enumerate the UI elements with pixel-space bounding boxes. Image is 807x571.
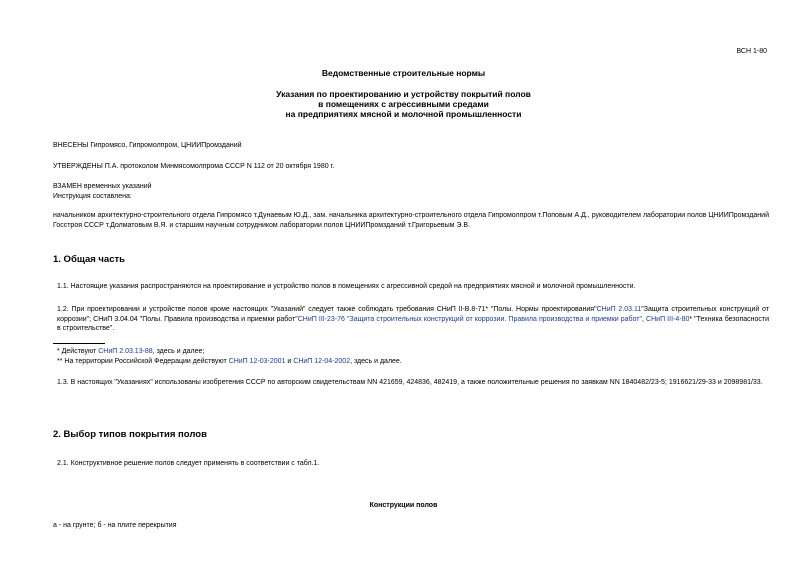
paragraph-1-2 bbox=[57, 305, 769, 334]
table-title: Конструкции полов bbox=[369, 502, 438, 509]
footnote-2-pre: ** На территории Российской Федерации действуют bbox=[57, 358, 229, 365]
title-line-1: Указания по проектированию и устройству покрытий полов bbox=[276, 89, 531, 99]
paragraph-1-2-text-4: * "Техника безопасности в строительстве". bbox=[57, 315, 769, 332]
paragraph-1-1: 1.1. Настоящие указания распространяются на проектирование и устройство полов в помещениях с агрессивной средой на предприятиях мясной и молочной промышленности. bbox=[57, 283, 636, 290]
section-1-heading: 1. Общая часть bbox=[53, 254, 125, 265]
snip-2-03-11-link[interactable]: СНиП 2.03.11 bbox=[596, 306, 642, 313]
snip-12-04-2002-link[interactable]: СНиП 12-04-2002 bbox=[293, 358, 351, 365]
footnote-1 bbox=[57, 347, 204, 356]
paragraph-1-3: 1.3. В настоящих "Указаниях" использованы изобретения СССР по авторским свидетельствам NN 421659, 424836, 482419, а также положительные решения по заявкам NN 1840482/23-5; 1916621/29-33 и 2098981/33. bbox=[57, 379, 763, 386]
document-header: Ведомственные строительные нормы bbox=[321, 68, 486, 78]
section-2-heading: 2. Выбор типов покрытия полов bbox=[53, 429, 207, 440]
title-line-3: на предприятиях мясной и молочной промышленности bbox=[285, 109, 522, 119]
authors-paragraph: начальником архитектурно-строительного отдела Гипромясо т.Дунаевым Ю.Д., зам. начальника архитектурно-строительного отдела Гипромолпром т.Поповым А.Д., руководителем лаборатории полов ЦНИИПромзданий Госстроя СССР т.Долматовым В.Я. и старшим научным сотрудником лаборатории полов ЦНИИПромзданий т.Григорьевым Э.В. bbox=[53, 212, 769, 229]
snip-iii-23-76-link[interactable]: СНиП III-23-76 "Защита строительных конструкций от коррозии. Правила производства и приемки работ" bbox=[297, 315, 643, 323]
introduced-by: ВНЕСЕНЫ Гипромясо, Гипромолпром, ЦНИИПромзданий bbox=[53, 142, 242, 149]
table-note: а - на грунте; б - на плите перекрытия bbox=[53, 522, 177, 529]
paragraph-1-2-text-1: 1.2. При проектировании и устройстве полов кроме настоящих "Указаний" следует также соблюдать требования СНиП II-В.8-71* "Полы. Нормы проектирования" bbox=[57, 306, 597, 313]
approved-by: УТВЕРЖДЕНЫ П.А. протоколом Минмясомолпрома СССР N 112 от 20 октября 1980 г. bbox=[53, 163, 335, 170]
footnote-2-mid: и bbox=[285, 358, 294, 365]
snip-2-03-13-88-link[interactable]: СНиП 2.03.13-88 bbox=[98, 348, 153, 355]
compiled-by-label: Инструкция составлена: bbox=[53, 193, 132, 200]
footnote-2-post: , здесь и далее. bbox=[350, 358, 402, 365]
paragraph-1-2-text-2: "Защита строительных конструкций от коррозии"; СНиП 3.04.04 "Полы. Правила производства и приемки работ" bbox=[57, 306, 769, 323]
replaces: ВЗАМЕН временных указаний bbox=[53, 183, 152, 190]
paragraph-1-2-text-3: , bbox=[642, 315, 647, 323]
footnote-1-pre: * Действуют bbox=[57, 348, 99, 355]
snip-12-03-2001-link[interactable]: СНиП 12-03-2001 bbox=[228, 358, 286, 365]
paragraph-2-1: 2.1. Конструктивное решение полов следует применять в соответствии с табл.1. bbox=[57, 460, 320, 467]
title-line-2: в помещениях с агрессивными средами bbox=[318, 99, 489, 109]
snip-iii-4-80-link[interactable]: СНиП III-4-80 bbox=[646, 315, 690, 323]
footnote-1-post: , здесь и далее; bbox=[152, 348, 205, 355]
footnote-2 bbox=[57, 357, 402, 366]
document-code: ВСН 1-80 bbox=[736, 48, 767, 55]
footnote-divider bbox=[53, 343, 105, 344]
